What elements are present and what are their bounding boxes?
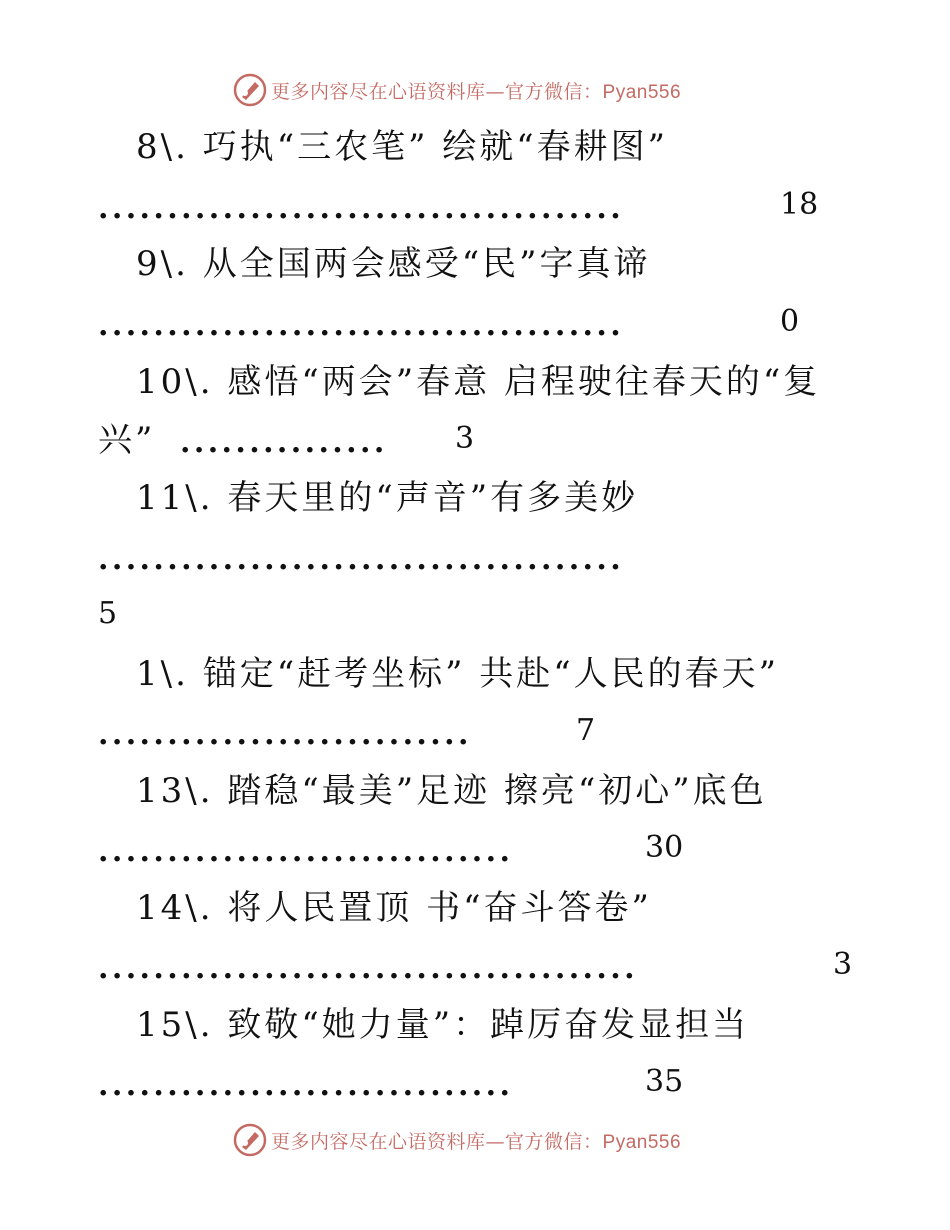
toc-entry-title: 1\. 锚定“赶考坐标” 共赴“人民的春天” bbox=[136, 654, 780, 694]
watermark-footer bbox=[233, 1122, 681, 1158]
watermark-text: 更多内容尽在心语资料库—官方微信：Pyan556 bbox=[271, 1130, 682, 1153]
toc-leader-dots: .............................. bbox=[98, 1068, 514, 1103]
toc-leader-dots: ...................................... bbox=[98, 191, 625, 226]
toc-page-number: 5 bbox=[98, 596, 118, 631]
watermark-text: 更多内容尽在心语资料库—官方微信：Pyan556 bbox=[271, 80, 682, 103]
toc-page-number: 35 bbox=[645, 1064, 684, 1099]
toc-page-number: 30 bbox=[645, 830, 684, 865]
toc-entry-title: 10\. 感悟“两会”春意 启程驶往春天的“复 bbox=[136, 362, 821, 402]
toc-entry-title: 9\. 从全国两会感受“民”字真谛 bbox=[136, 244, 651, 284]
toc-leader-dots: ....................................... bbox=[98, 951, 638, 986]
toc-leader-dots: ............... bbox=[180, 425, 388, 460]
toc-leader-dots: ...................................... bbox=[98, 308, 625, 343]
toc-page-number: 3 bbox=[455, 421, 475, 456]
toc-leader-dots: ........................... bbox=[98, 717, 472, 752]
toc-entry-title: 8\. 巧执“三农笔” 绘就“春耕图” bbox=[136, 127, 669, 167]
toc-page-number: 18 bbox=[780, 187, 819, 222]
toc-page-number: 3 bbox=[833, 947, 853, 982]
toc-page-number: 0 bbox=[780, 304, 800, 339]
toc-entry-title: 15\. 致敬“她力量”：踔厉奋发显担当 bbox=[136, 1005, 750, 1045]
toc-entry-title: 14\. 将人民置顶 书“奋斗答卷” bbox=[136, 888, 652, 928]
watermark-header bbox=[233, 72, 681, 108]
toc-entry-title: 13\. 踏稳“最美”足迹 擦亮“初心”底色 bbox=[136, 771, 767, 811]
toc-leader-dots: ...................................... bbox=[98, 542, 625, 577]
pen-logo-icon bbox=[233, 1123, 267, 1157]
toc-entry-title-continued: 兴” bbox=[98, 420, 156, 460]
pen-logo-icon bbox=[233, 73, 267, 107]
toc-leader-dots: .............................. bbox=[98, 834, 514, 869]
toc-page-number: 7 bbox=[576, 713, 596, 748]
toc-entry-title: 11\. 春天里的“声音”有多美妙 bbox=[136, 478, 639, 518]
